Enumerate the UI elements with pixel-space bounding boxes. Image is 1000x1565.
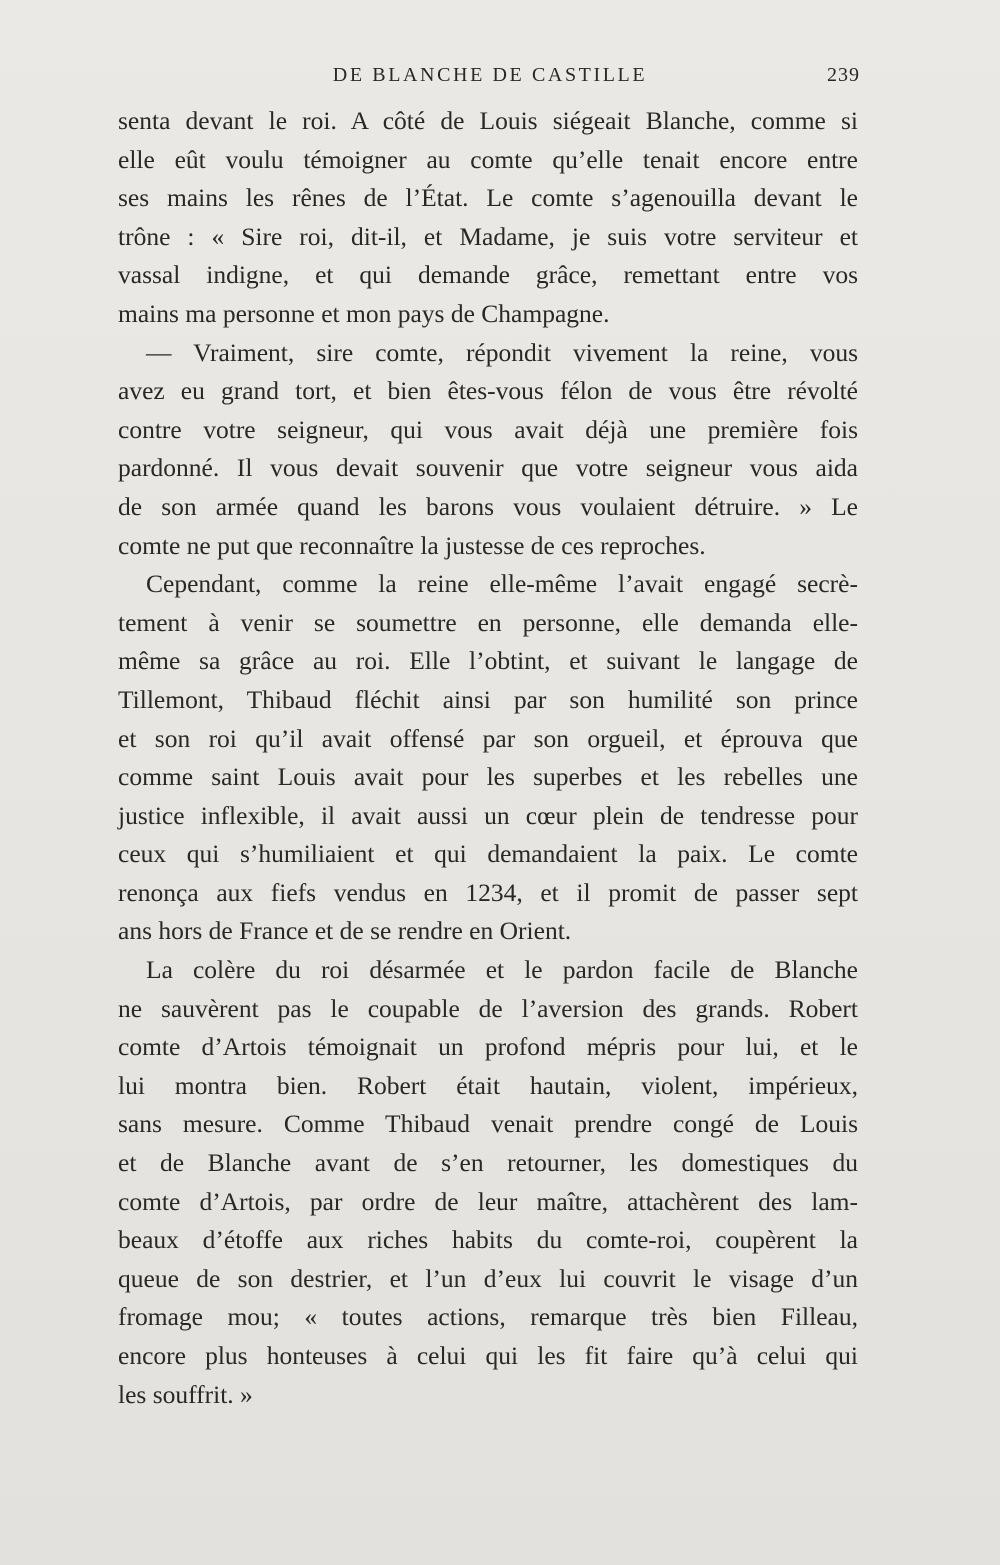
text-line: justice inflexible, il avait aussi un cœur plein de tendresse pour [118, 800, 858, 830]
page-number: 239 [827, 64, 860, 86]
text-line: La colère du roi désarmée et le pardon facile de Blanche [146, 955, 858, 985]
text-line: ans hors de France et de se rendre en Orient. [118, 916, 572, 946]
text-line: elle eût voulu témoigner au comte qu’elle tenait encore entre [118, 144, 858, 174]
paragraph [118, 951, 858, 1414]
paragraph [118, 334, 858, 566]
text-line: fromage mou; « toutes actions, remarque très bien Filleau, [118, 1302, 858, 1332]
text-line: pardonné. Il vous devait souvenir que votre seigneur vous aida [118, 453, 858, 483]
text-line: les souffrit. » [118, 1379, 253, 1409]
text-line: avez eu grand tort, et bien êtes-vous félon de vous être révolté [118, 376, 858, 406]
text-line: de son armée quand les barons vous voulaient détruire. » Le [118, 491, 858, 521]
text-line: lui montra bien. Robert était hautain, violent, impérieux, [118, 1070, 858, 1100]
running-head [118, 60, 862, 90]
text-line: même sa grâce au roi. Elle l’obtint, et suivant le langage de [118, 646, 858, 676]
text-line: ses mains les rênes de l’État. Le comte s’agenouilla devant le [118, 183, 858, 213]
text-line: et son roi qu’il avait offensé par son orgueil, et éprouva que [118, 723, 858, 753]
text-line: Tillemont, Thibaud fléchit ainsi par son humilité son prince [118, 684, 858, 714]
text-line: et de Blanche avant de s’en retourner, les domestiques du [118, 1148, 858, 1178]
paragraph [118, 102, 858, 334]
text-line: comme saint Louis avait pour les superbes et les rebelles une [118, 762, 858, 792]
body-text [118, 102, 858, 1414]
text-line: contre votre seigneur, qui vous avait déjà une première fois [118, 414, 858, 444]
running-title: DE BLANCHE DE CASTILLE [332, 64, 648, 86]
text-line: ceux qui s’humiliaient et qui demandaient la paix. Le comte [118, 839, 858, 869]
text-line: vassal indigne, et qui demande grâce, remettant entre vos [118, 260, 858, 290]
paragraph [118, 565, 858, 951]
text-line: — Vraiment, sire comte, répondit vivement la reine, vous [146, 337, 858, 367]
text-line: senta devant le roi. A côté de Louis siégeait Blanche, comme si [118, 106, 858, 135]
text-line: comte d’Artois témoignait un profond mépris pour lui, et le [118, 1032, 858, 1062]
text-line: beaux d’étoffe aux riches habits du comte-roi, coupèrent la [118, 1225, 858, 1255]
text-line: trône : « Sire roi, dit-il, et Madame, je suis votre serviteur et [118, 221, 858, 251]
text-line: comte ne put que reconnaître la justesse de ces reproches. [118, 530, 706, 560]
text-line: sans mesure. Comme Thibaud venait prendre congé de Louis [118, 1109, 858, 1139]
text-line: mains ma personne et mon pays de Champagne. [118, 298, 610, 328]
text-line: renonça aux fiefs vendus en 1234, et il promit de passer sept [118, 877, 858, 907]
text-line: comte d’Artois, par ordre de leur maître, attachèrent des lam- [118, 1186, 858, 1216]
text-line: queue de son destrier, et l’un d’eux lui couvrit le visage d’un [118, 1263, 858, 1293]
text-line: ne sauvèrent pas le coupable de l’aversion des grands. Robert [118, 993, 858, 1023]
text-line: tement à venir se soumettre en personne, elle demanda elle- [118, 607, 858, 637]
text-line: Cependant, comme la reine elle-même l’avait engagé secrè- [146, 569, 858, 599]
text-line: encore plus honteuses à celui qui les fit faire qu’à celui qui [118, 1341, 858, 1370]
